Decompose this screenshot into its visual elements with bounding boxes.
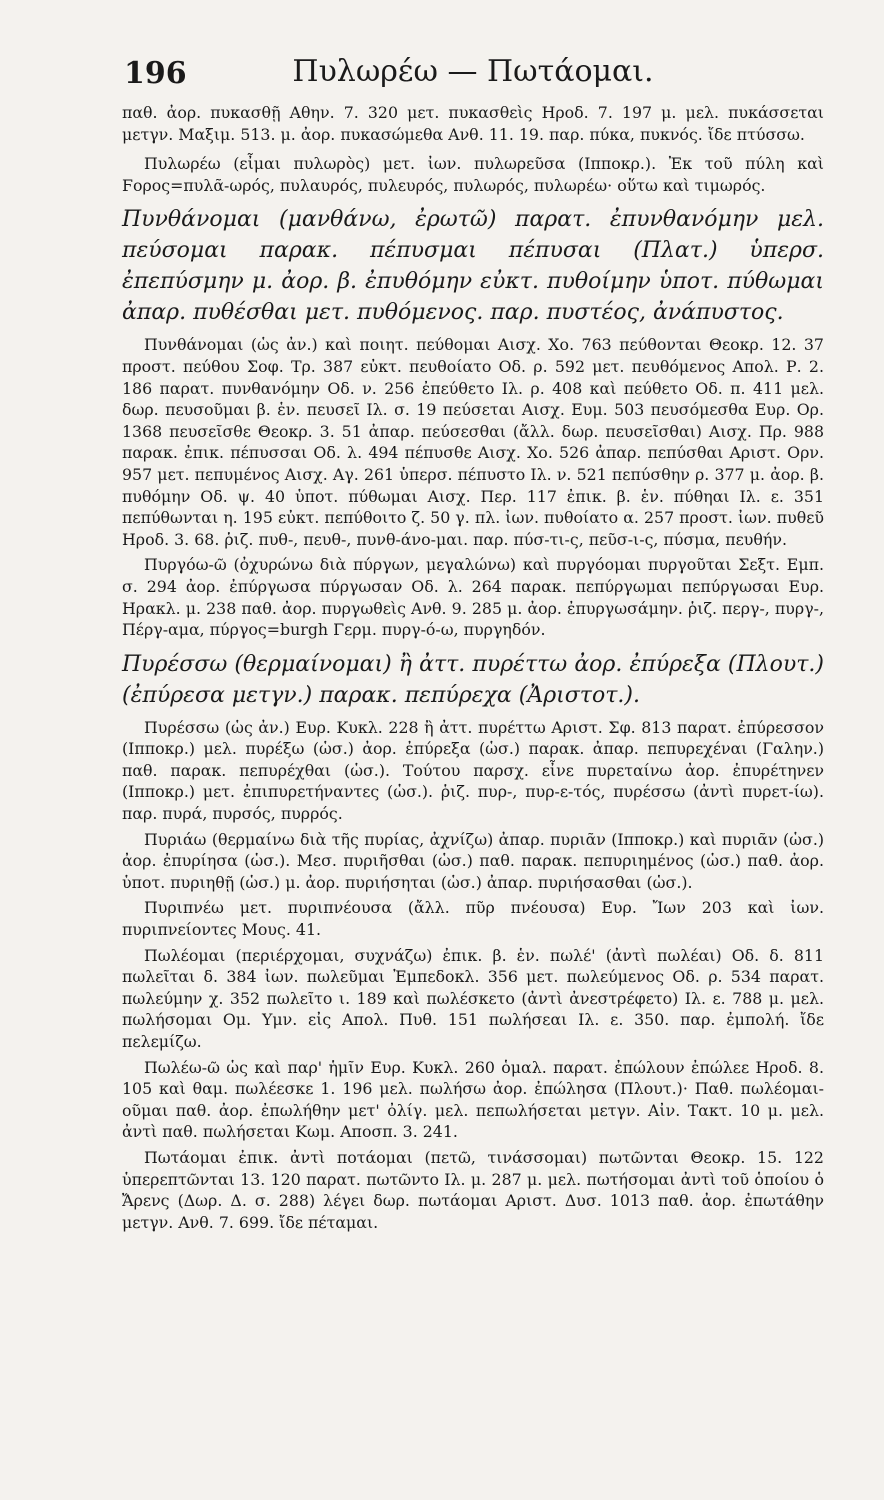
- entry-poleomai: Πωλέομαι (περιέρχομαι, συχνάζω) ἐπικ. β. ἑν. πωλέ' (ἀντὶ πωλέαι) Οδ. δ. 811 πωλεῖται δ. 384 ἰων. πωλεῦμαι Ἐμπεδοκλ. 356 μετ. πωλεύμενος Οδ. ρ. 534 παρατ. πωλεύμην χ. 352 πωλεῖτο ι. 189 καὶ πωλέσκετο (ἀντὶ ἀνεστρέφετο) Ιλ. ε. 788 μ. μελ. πωλήσομαι Ομ. Υμν. εἰς Απολ. Πυθ. 151 πωλήσεαι Ιλ. ε. 350. παρ. ἐμπολή. ἴδε πελεμίζω.: [122, 945, 824, 1051]
- page-header: [122, 50, 824, 102]
- entry-pyriao: Πυριάω (θερμαίνω διὰ τῆς πυρίας, ἀχνίζω) ἀπαρ. πυριᾶν (Ιπποκρ.) καὶ πυριᾶν (ὡσ.) ἀορ. ἐπυρίησα (ὡσ.). Μεσ. πυριῆσθαι (ὡσ.) παθ. παρακ. πεπυριημένος (ὡσ.) παθ. ἀορ. ὑποτ. πυριηθῇ (ὡσ.) μ. ἀορ. πυριήσηται (ὡσ.) ἀπαρ. πυριήσασθαι (ὡσ.).: [122, 829, 824, 892]
- entry-pyrgoo: Πυργόω-ῶ (ὀχυρώνω διὰ πύργων, μεγαλώνω) καὶ πυργόομαι πυργοῦται Σεξτ. Εμπ. σ. 294 ἀορ. ἐπύργωσα πύργωσαν Οδ. λ. 264 παρακ. πεπύργωμαι πεπύργωσαι Ευρ. Ηρακλ. μ. 238 παθ. ἀορ. πυργωθεὶς Ανθ. 9. 285 μ. ἀορ. ἐπυργωσάμην. ῥιζ. περγ-, πυργ-, Πέργ-αμα, πύργος=burgh Γερμ. πυργ-ό-ω, πυργηδόν.: [122, 555, 824, 640]
- entry-poleo: Πωλέω-ῶ ὡς καὶ παρ' ἡμῖν Ευρ. Κυκλ. 260 ὁμαλ. παρατ. ἐπώλουν ἐπώλεε Ηροδ. 8. 105 καὶ θαμ. πωλέεσκε 1. 196 μελ. πωλήσω ἀορ. ἐπώλησα (Πλουτ.)· Παθ. πωλέομαι-οῦμαι παθ. ἀορ. ἐπωλήθην μετ' ὀλίγ. μελ. πεπωλήσεται μετγν. Αἰν. Τακτ. 10 μ. μελ. ἀντὶ παθ. πωλήσεται Κωμ. Αποσπ. 3. 241.: [122, 1057, 824, 1142]
- running-title: Πυλωρέω — Πωτάομαι.: [292, 54, 654, 89]
- entry-pyloreo: Πυλωρέω (εἶμαι πυλωρὸς) μετ. ἰων. πυλωρεῦσα (Ιπποκρ.). Ἐκ τοῦ πύλη καὶ Ϝορος=πυλᾶ-ωρός, πυλαυρός, πυλευρός, πυλωρός, πυλωρέω· οὕτω καὶ τιμωρός.: [122, 154, 824, 195]
- entry-pykazo-continuation: παθ. ἀορ. πυκασθῇ Αθην. 7. 320 μετ. πυκασθεὶς Ηροδ. 7. 197 μ. μελ. πυκάσσεται μετγν. Μαξιμ. 513. μ. ἀορ. πυκασώμεθα Ανθ. 11. 19. παρ. πύκα, πυκνός. ἴδε πτύσσω.: [122, 103, 824, 144]
- entry-pynthanomai: Πυνθάνομαι (ὡς ἀν.) καὶ ποιητ. πεύθομαι Αισχ. Χο. 763 πεύθονται Θεοκρ. 12. 37 προστ. πεύθου Σοφ. Τρ. 387 εὐκτ. πευθοίατο Οδ. ρ. 592 μετ. πευθόμενος Απολ. Ρ. 2. 186 παρατ. πυνθανόμην Οδ. ν. 256 ἐπεύθετο Ιλ. ρ. 408 καὶ πεύθετο Οδ. π. 411 μελ. δωρ. πευσοῦμαι β. ἑν. πευσεῖ Ιλ. σ. 19 πεύσεται Αισχ. Ευμ. 503 πευσόμεσθα Ευρ. Ορ. 1368 πευσεῖσθε Θεοκρ. 3. 51 ἀπαρ. πεύσεσθαι (ἄλλ. δωρ. πευσεῖσθαι) Αισχ. Πρ. 988 παρακ. ἐπικ. πέπυσσαι Οδ. λ. 494 πέπυσθε Αισχ. Χο. 526 ἀπαρ. πεπύσθαι Αριστ. Ορν. 957 μετ. πεπυμένος Αισχ. Αγ. 261 ὑπερσ. πέπυστο Ιλ. ν. 521 πεπύσθην ρ. 377 μ. ἀορ. β. πυθόμην Οδ. ψ. 40 ὑποτ. πύθωμαι Αισχ. Περ. 117 ἐπικ. β. ἑν. πύθηαι Ιλ. ε. 351 πεπύθωνται η. 195 εὐκτ. πεπύθοιτο ζ. 50 γ. πλ. ἰων. πυθοίατο α. 257 προστ. ἰων. πυθεῦ Ηροδ. 3. 68. ῥιζ. πυθ-, πευθ-, πυνθ-άνο-μαι. παρ. πύσ-τι-ς, πεῦσ-ι-ς, πύσμα, πευθήν.: [122, 335, 824, 549]
- entry-potaomai: Πωτάομαι ἐπικ. ἀντὶ ποτάομαι (πετῶ, τινάσσομαι) πωτῶνται Θεοκρ. 15. 122 ὑπερεπτῶνται 13. 120 παρατ. πωτῶντο Ιλ. μ. 287 μ. μελ. πωτήσομαι ἀντὶ τοῦ ὁποίου ὁ Ἄρενς (Δωρ. Δ. σ. 288) λέγει δωρ. πωτάομαι Αριστ. Δυσ. 1013 παθ. ἀορ. ἐπωτάθην μετγν. Ανθ. 7. 699. ἴδε πέταμαι.: [122, 1147, 824, 1232]
- entry-pyripneo: Πυριπνέω μετ. πυριπνέουσα (ἄλλ. πῦρ πνέουσα) Ευρ. Ἴων 203 καὶ ἰων. πυριπνείοντες Μους. 41.: [122, 898, 824, 940]
- page-number: 196: [124, 56, 187, 91]
- entry-pyresso: Πυρέσσω (ὡς ἀν.) Ευρ. Κυκλ. 228 ἢ ἀττ. πυρέττω Αριστ. Σφ. 813 παρατ. ἐπύρεσσον (Ιπποκρ.) μελ. πυρέξω (ὡσ.) ἀορ. ἐπύρεξα (ὡσ.) παρακ. ἀπαρ. πεπυρεχέναι (Γαλην.) παθ. παρακ. πεπυρέχθαι (ὡσ.). Τούτου παρσχ. εἶνε πυρεταίνω ἀορ. ἐπυρέτηνεν (Ιπποκρ.) μετ. ἐπιπυρετήναντες (ὡσ.). ῥιζ. πυρ-, πυρ-ε-τός, πυρέσσω (ἀντὶ πυρετ-ίω). παρ. πυρά, πυρσός, πυρρός.: [122, 717, 824, 824]
- lead-entry-pynthanomai: Πυνθάνομαι (μανθάνω, ἐρωτῶ) παρατ. ἐπυνθανόμην μελ. πεύσομαι παρακ. πέπυσμαι πέπυσαι (Πλατ.) ὑπερσ. ἐπεπύσμην μ. ἀορ. β. ἐπυθόμην εὐκτ. πυθοίμην ὑποτ. πύθωμαι ἀπαρ. πυθέσθαι μετ. πυθόμενος. παρ. πυστέος, ἀνάπυστος.: [122, 207, 824, 326]
- lead-entry-pyresso: Πυρέσσω (θερμαίνομαι) ἢ ἀττ. πυρέττω ἀορ. ἐπύρεξα (Πλουτ.) (ἐπύρεσα μετγν.) παρακ. πεπύρεχα (Ἀριστοτ.).: [122, 651, 824, 708]
